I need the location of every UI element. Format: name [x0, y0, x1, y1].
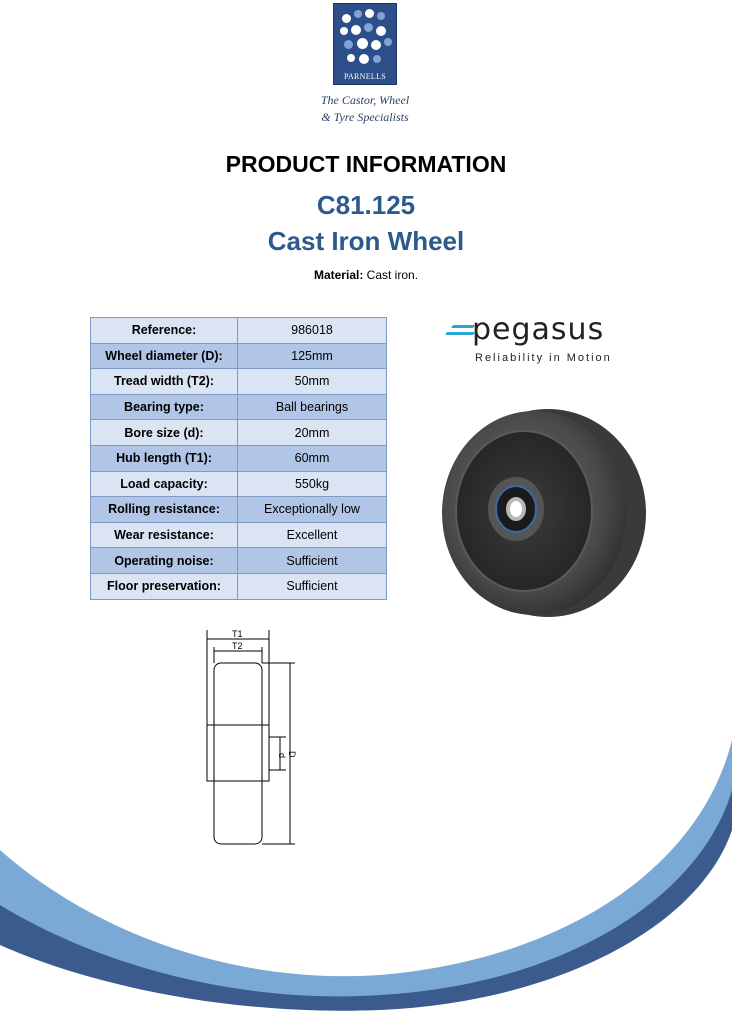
spec-label: Wheel diameter (D):: [91, 343, 238, 369]
pegasus-slogan: Reliability in Motion: [475, 352, 612, 364]
product-name: Cast Iron Wheel: [267, 226, 465, 256]
spec-label: Load capacity:: [91, 471, 238, 497]
spec-value: 550kg: [238, 471, 387, 497]
tagline: [290, 92, 440, 126]
spec-label: Reference:: [91, 318, 238, 344]
spec-value: 60mm: [238, 445, 387, 471]
pegasus-mark-icon: [445, 332, 475, 335]
spec-label: Operating noise:: [91, 548, 238, 574]
spec-row: [91, 343, 387, 369]
spec-label: Floor preservation:: [91, 573, 238, 599]
tagline-line-2: & Tyre Specialists: [321, 110, 409, 124]
spec-label: Rolling resistance:: [91, 497, 238, 523]
spec-value: Ball bearings: [238, 394, 387, 420]
spec-value: Sufficient: [238, 548, 387, 574]
spec-value: 986018: [238, 318, 387, 344]
t2-label: T2: [232, 641, 243, 651]
spec-value: 50mm: [238, 369, 387, 395]
spec-label: Bore size (d):: [91, 420, 238, 446]
spec-row: [91, 548, 387, 574]
spec-row: [91, 497, 387, 523]
material-label: Material:: [313, 268, 364, 282]
spec-value: Excellent: [238, 522, 387, 548]
bore-hole: [510, 501, 522, 517]
spec-row: [91, 445, 387, 471]
diameter-label: D: [287, 751, 297, 758]
spec-value: Sufficient: [238, 573, 387, 599]
material-line: [0, 268, 732, 282]
spec-row: [91, 522, 387, 548]
decorative-swoosh: [0, 700, 732, 1024]
spec-row: [91, 318, 387, 344]
pegasus-wordmark: pegasus: [472, 312, 605, 347]
spec-row: [91, 394, 387, 420]
spec-row: [91, 573, 387, 599]
bore-label: d: [277, 753, 287, 759]
spec-table: [90, 317, 387, 600]
spec-label: Hub length (T1):: [91, 445, 238, 471]
spec-label: Bearing type:: [91, 394, 238, 420]
parnells-logo: [333, 3, 397, 85]
spec-value: 20mm: [238, 420, 387, 446]
logo-name: PARNELLS: [343, 72, 387, 81]
wheel-photo: [436, 403, 652, 623]
tagline-line-1: The Castor, Wheel: [320, 93, 410, 107]
spec-label: Tread width (T2):: [91, 369, 238, 395]
spec-row: [91, 369, 387, 395]
spec-value: Exceptionally low: [238, 497, 387, 523]
spec-value: 125mm: [238, 343, 387, 369]
product-code: C81.125: [316, 190, 416, 220]
spec-row: [91, 420, 387, 446]
material-value: Cast iron.: [366, 268, 419, 282]
spec-label: Wear resistance:: [91, 522, 238, 548]
t1-label: T1: [232, 629, 243, 639]
pegasus-logo: [444, 312, 624, 368]
page-title: PRODUCT INFORMATION: [225, 151, 507, 177]
spec-row: [91, 471, 387, 497]
